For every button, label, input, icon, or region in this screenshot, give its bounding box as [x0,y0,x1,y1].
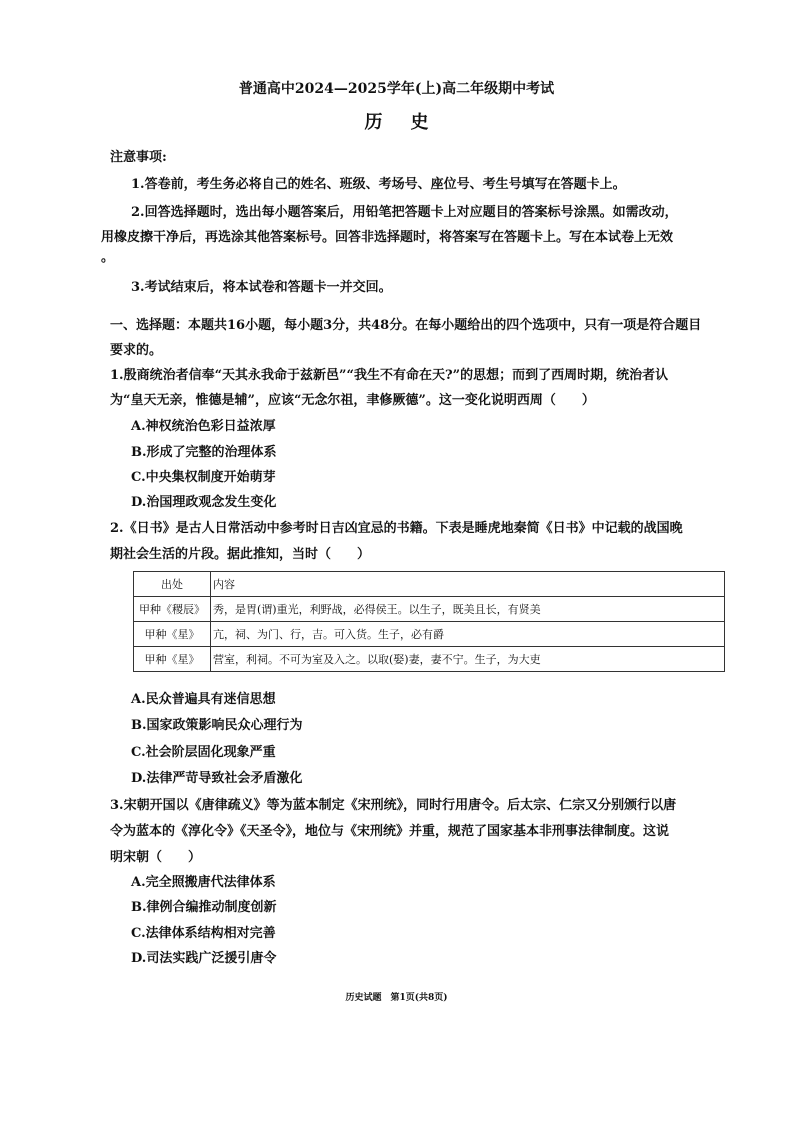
q1-stem-line-2: 为“皇天无亲，惟德是辅”，应该“无念尔祖，聿修厥德”。这一变化说明西周（ ） [110,393,595,408]
page-footer: 历史试题 第1页(共8页) [345,993,448,1003]
q1-option-a: A.神权统治色彩日益浓厚 [131,419,276,434]
table-cell: 亢，祠、为门、行，吉。可入货。生子，必有爵 [211,622,725,647]
q3-option-a: A.完全照搬唐代法律体系 [131,875,276,890]
q2-option-c: C.社会阶层固化现象严重 [131,745,276,760]
q3-option-d: D.司法实践广泛援引唐令 [131,951,277,966]
q2-stem-line-1: 2.《日书》是古人日常活动中参考时日吉凶宜忌的书籍。下表是睡虎地秦简《日书》中记载的战国晚 [110,521,683,536]
q3-option-c: C.法律体系结构相对完善 [131,926,276,941]
notice-item-2-line-3: 。 [101,250,115,265]
subject-title: 历史 [364,112,457,133]
table-header-cell: 内容 [211,572,725,597]
q3-stem-line-2: 令为蓝本的《淳化令》《天圣令》，地位与《宋刑统》并重，规范了国家基本非刑事法律制度。这说 [110,824,670,839]
table-row [134,647,725,672]
table-cell: 营室，利祠。不可为室及入之。以取(娶)妻，妻不宁。生子，为大吏 [211,647,725,672]
notice-item-2-line-1: 2.回答选择题时，选出每小题答案后，用铅笔把答题卡上对应题目的答案标号涂黑。如需改动， [131,205,678,220]
section-heading-line-1: 一、选择题：本题共16小题，每小题3分，共48分。在每小题给出的四个选项中，只有一项是符合题目 [110,318,702,333]
q2-source-table [133,571,725,672]
q1-option-c: C.中央集权制度开始萌芽 [131,470,276,485]
table-row [134,597,725,622]
q3-stem-line-1: 3.宋朝开国以《唐律疏义》等为蓝本制定《宋刑统》，同时行用唐令。后太宗、仁宗又分别颁行以唐 [110,798,677,813]
notice-item-1: 1.答卷前，考生务必将自己的姓名、班级、考场号、座位号、考生号填写在答题卡上。 [131,177,626,192]
q1-option-d: D.治国理政观念发生变化 [131,495,277,510]
q1-option-b: B.形成了完整的治理体系 [131,445,277,460]
exam-title: 普通高中2024—2025学年(上)高二年级期中考试 [238,81,555,97]
q2-stem-line-2: 期社会生活的片段。据此推知，当时（ ） [110,547,371,562]
q2-option-b: B.国家政策影响民众心理行为 [131,718,303,733]
notice-heading: 注意事项: [110,150,167,165]
q3-option-b: B.律例合编推动制度创新 [131,900,277,915]
table-cell: 甲种《星》 [134,622,211,647]
table-cell: 甲种《星》 [134,647,211,672]
table-cell: 甲种《稷辰》 [134,597,211,622]
q2-option-d: D.法律严苛导致社会矛盾激化 [131,771,303,786]
notice-item-2-line-2: 用橡皮擦干净后，再选涂其他答案标号。回答非选择题时，将答案写在答题卡上。写在本试卷上无效 [101,230,674,245]
section-heading-line-2: 要求的。 [110,343,163,358]
q2-option-a: A.民众普遍具有迷信思想 [131,692,276,707]
notice-item-3: 3.考试结束后，将本试卷和答题卡一并交回。 [131,280,392,295]
table-header-row [134,572,725,597]
table-header-cell: 出处 [134,572,211,597]
q1-stem-line-1: 1.殷商统治者信奉“天其永我命于兹新邑”“我生不有命在天?”的思想；而到了西周时期，统治者认 [110,368,669,383]
q3-stem-line-3: 明宋朝（ ） [110,850,202,865]
table-row [134,622,725,647]
table-cell: 秀，是胃(谓)重光，利野战，必得侯王。以生子，既美且长，有贤美 [211,597,725,622]
